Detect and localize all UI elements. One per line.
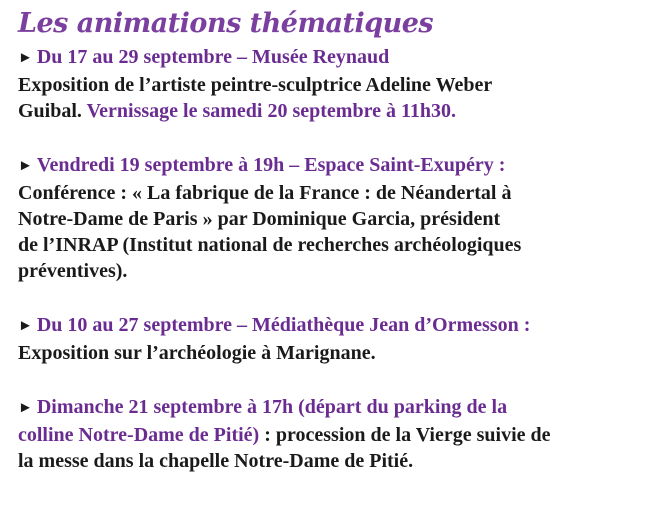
arrow-bullet-icon: ► [18, 50, 33, 66]
page-content [18, 0, 646, 502]
arrow-bullet-icon: ► [18, 318, 33, 334]
location-highlight: colline Notre-Dame de Pitié) [18, 424, 260, 446]
event-item [18, 394, 646, 474]
event-item [18, 152, 646, 284]
event-description-line: Exposition de l’artiste peintre-sculptrice Adeline Weber [18, 74, 493, 96]
arrow-bullet-icon: ► [18, 158, 33, 174]
event-heading-text: Du 17 au 29 septembre – Musée Reynaud [36, 46, 390, 68]
event-description-line: Notre-Dame de Paris » par Dominique Garcia, président [18, 208, 501, 230]
event-heading-text: Du 10 au 27 septembre – Médiathèque Jean d’Ormesson : [36, 314, 531, 336]
event-description-line: Exposition sur l’archéologie à Marignane. [18, 342, 376, 364]
event-item [18, 312, 646, 366]
event-heading [18, 394, 646, 422]
event-description-text: : procession de la Vierge suivie de [264, 424, 551, 446]
event-description-text: Guibal. [18, 100, 82, 122]
event-description-line: préventives). [18, 260, 128, 282]
event-heading-text: Vendredi 19 septembre à 19h – Espace Saint-Exupéry : [36, 154, 506, 176]
event-heading [18, 312, 646, 340]
event-description-line: la messe dans la chapelle Notre-Dame de Pitié. [18, 450, 414, 472]
arrow-bullet-icon: ► [18, 400, 33, 416]
vernissage-highlight: Vernissage le samedi 20 septembre à 11h30. [86, 100, 456, 122]
page-title: Les animations thématiques [18, 8, 434, 39]
event-heading-text: Dimanche 21 septembre à 17h (départ du parking de la [36, 396, 508, 418]
event-item [18, 44, 646, 124]
event-description-line: Conférence : « La fabrique de la France : de Néandertal à [18, 182, 512, 204]
event-heading [18, 44, 646, 72]
event-description-line [18, 422, 646, 448]
event-description-line [18, 98, 646, 124]
event-description-line: de l’INRAP (Institut national de recherches archéologiques [18, 234, 522, 256]
event-heading [18, 152, 646, 180]
